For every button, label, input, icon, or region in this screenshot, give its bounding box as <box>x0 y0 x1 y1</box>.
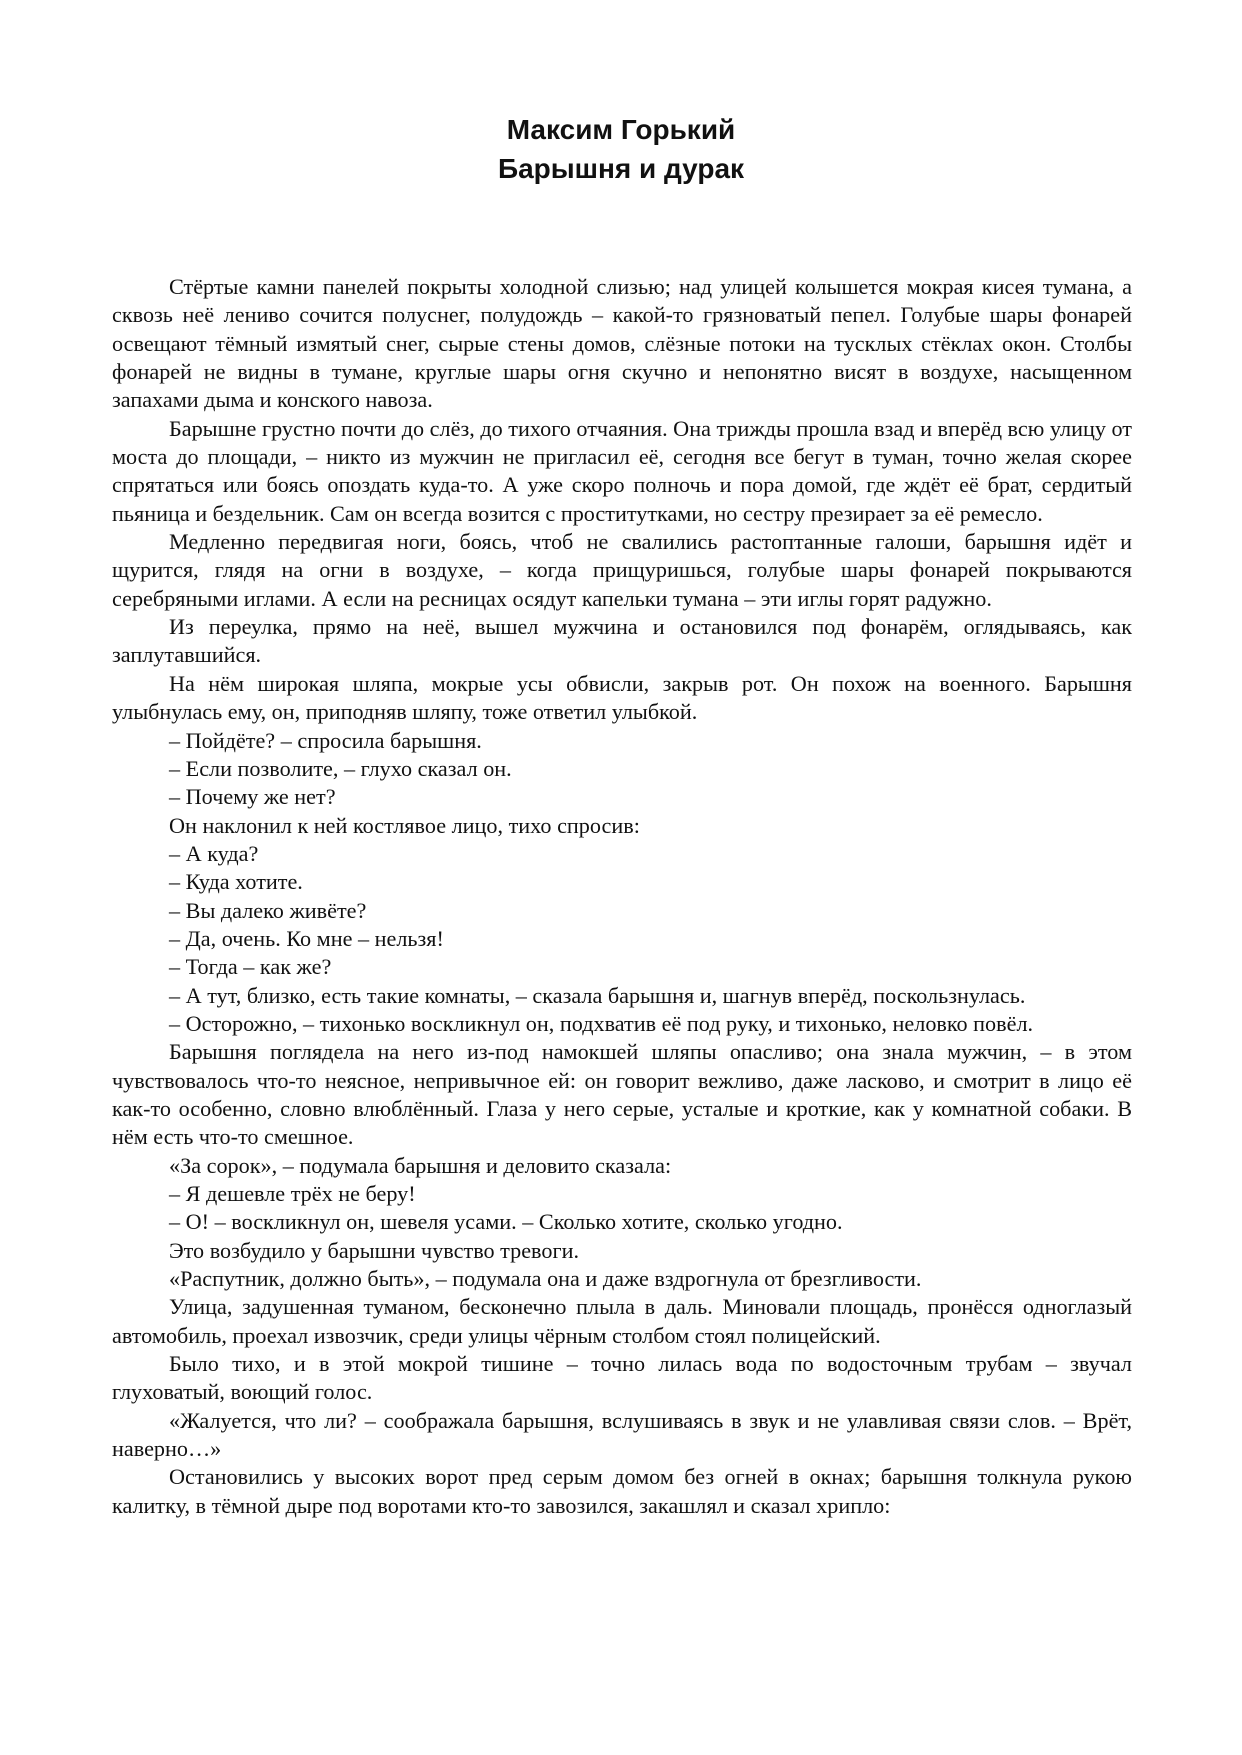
author-name: Максим Горький <box>506 114 736 145</box>
dialogue-line: – Если позволите, – глухо сказал он. <box>169 755 512 781</box>
paragraph: Барышня поглядела на него из-под намокшей шляпы опасливо; она знала мужчин, – в этом чувствовалось что-то неясное, непривычное ей: он говорит вежливо, даже ласково, и смотрит в лицо её как-то особенно, словно влюблённый. Глаза у него серые, усталые и кроткие, как у комнатной собаки. В нём есть что-то смешное. <box>112 1039 1132 1150</box>
dialogue-line: – Вы далеко живёте? <box>169 897 367 923</box>
paragraph: Из переулка, прямо на неё, вышел мужчина и остановился под фонарём, оглядываясь, как заплутавшийся. <box>112 614 1132 668</box>
dialogue-line: – Пойдёте? – спросила барышня. <box>169 727 482 753</box>
paragraph: На нём широкая шляпа, мокрые усы обвисли, закрыв рот. Он похож на военного. Барышня улыбнулась ему, он, приподняв шляпу, тоже ответил улыбкой. <box>112 670 1132 725</box>
dialogue-line: – Тогда – как же? <box>169 954 332 980</box>
paragraph: «Распутник, должно быть», – подумала она и даже вздрогнула от брезгливости. <box>169 1266 922 1292</box>
dialogue-line: – А тут, близко, есть такие комнаты, – сказала барышня и, шагнув вперёд, поскользнулась. <box>169 982 1026 1008</box>
document-body <box>112 273 1132 1520</box>
dialogue-line: – О! – воскликнул он, шевеля усами. – Сколько хотите, сколько угодно. <box>169 1209 843 1235</box>
dialogue-line: – Я дешевле трёх не беру! <box>169 1181 416 1206</box>
dialogue-line: – Куда хотите. <box>169 869 303 895</box>
dialogue-line: – Почему же нет? <box>169 784 336 810</box>
document-title: Барышня и дурак <box>497 153 745 184</box>
paragraph: «За сорок», – подумала барышня и деловито сказала: <box>169 1152 672 1178</box>
paragraph: Он наклонил к ней костлявое лицо, тихо спросив: <box>169 812 640 838</box>
paragraph: Стёртые камни панелей покрыты холодной слизью; над улицей колышется мокрая кисея тумана, а сквозь неё лениво сочится полуснег, полудождь – какой-то грязноватый пепел. Голубые шары фонарей освещают тёмный измятый снег, сырые стены домов, слёзные потоки на тусклых стёклах окон. Столбы фонарей не видны в тумане, круглые шары огня скучно и непонятно висят в воздухе, насыщенном запахами дыма и конского навоза. <box>112 274 1132 413</box>
paragraph: Улица, задушенная туманом, бесконечно плыла в даль. Миновали площадь, пронёсся одноглазый автомобиль, проехал извозчик, среди улицы чёрным столбом стоял полицейский. <box>112 1294 1132 1348</box>
dialogue-line: – А куда? <box>169 840 259 866</box>
dialogue-line: – Осторожно, – тихонько воскликнул он, подхватив её под руку, и тихонько, неловко повёл. <box>169 1010 1034 1036</box>
paragraph: Барышне грустно почти до слёз, до тихого отчаяния. Она трижды прошла взад и вперёд всю улицу от моста до площади, – никто из мужчин не пригласил её, сегодня все бегут в туман, точно желая скорее спрятаться или боясь опоздать куда-то. А уже скоро полночь и пора домой, где ждёт её брат, сердитый пьяница и бездельник. Сам он всегда возится с проститутками, но сестру презирает за её ремесло. <box>112 415 1132 526</box>
paragraph: Медленно передвигая ноги, боясь, чтоб не свалились растоптанные галоши, барышня идёт и щурится, глядя на огни в воздухе, – когда прищуришься, голубые шары фонарей покрываются серебряными иглами. А если на ресницах осядут капельки тумана – эти иглы горят радужно. <box>112 529 1132 611</box>
paragraph: Остановились у высоких ворот пред серым домом без огней в окнах; барышня толкнула рукою калитку, в тёмной дыре под воротами кто-то завозился, закашлял и сказал хрипло: <box>112 1464 1132 1518</box>
paragraph: Это возбудило у барышни чувство тревоги. <box>169 1237 580 1263</box>
paragraph: Было тихо, и в этой мокрой тишине – точно лилась вода по водосточным трубам – звучал глуховатый, воющий голос. <box>112 1351 1132 1405</box>
document-header <box>0 110 1242 188</box>
dialogue-line: – Да, очень. Ко мне – нельзя! <box>169 925 444 951</box>
paragraph: «Жалуется, что ли? – соображала барышня, вслушиваясь в звук и не улавливая связи слов. – Врёт, наверно…» <box>112 1407 1132 1462</box>
